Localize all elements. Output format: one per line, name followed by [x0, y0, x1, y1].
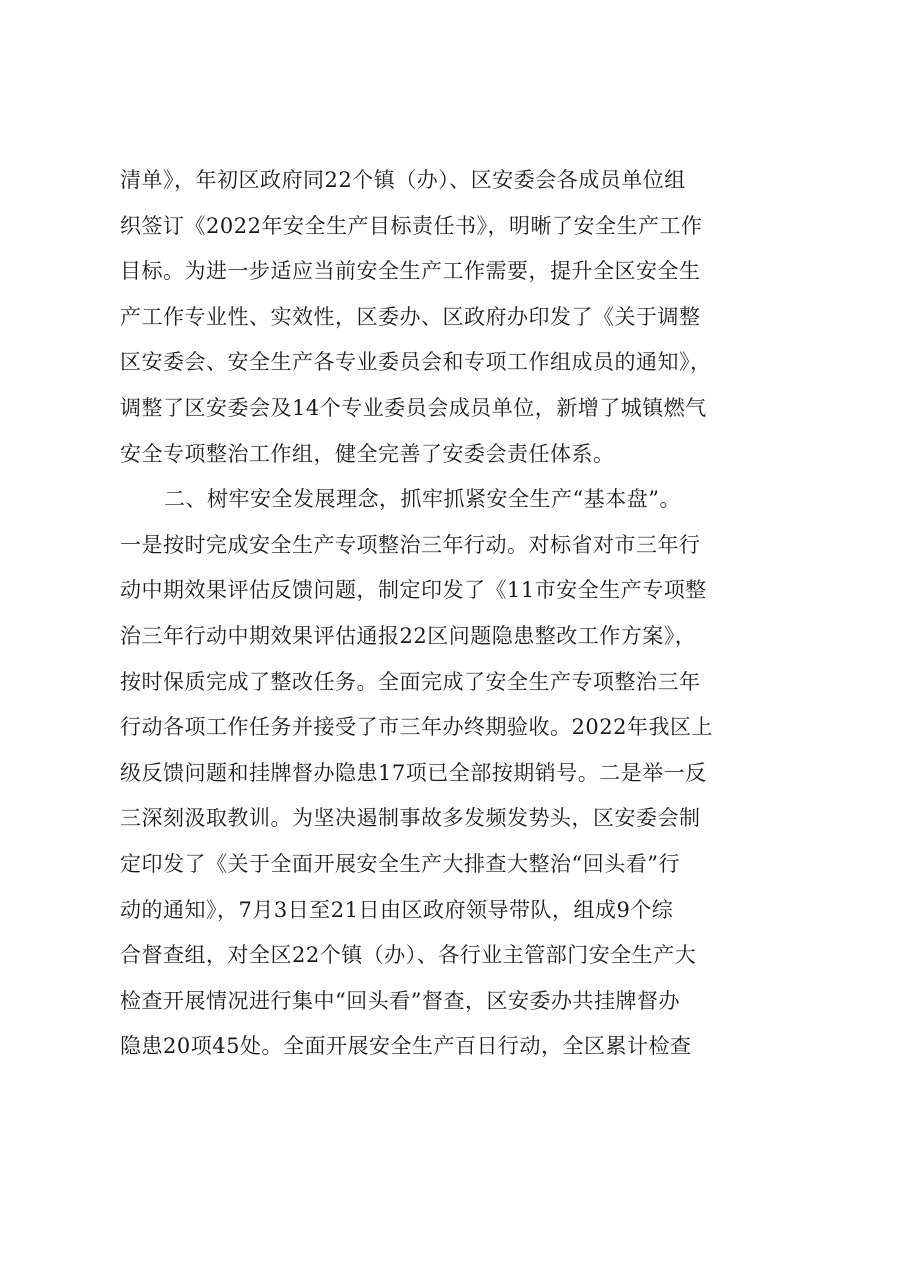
text-line: 隐患20项45处。全面开展安全生产百日行动，全区累计检查 [120, 1034, 692, 1059]
section-heading: 二、树牢安全发展理念，抓牢抓紧安全生产“基本盘”。 [164, 487, 681, 512]
text-line: 一是按时完成安全生产专项整治三年行动。对标省对市三年行 [120, 532, 701, 557]
text-line: 定印发了《关于全面开展安全生产大排查大整治“回头看”行 [120, 851, 680, 876]
text-line: 级反馈问题和挂牌督办隐患17项已全部按期销号。二是举一反 [120, 760, 707, 785]
text-line: 治三年行动中期效果评估通报22区问题隐患整改工作方案》， [120, 623, 697, 648]
text-line: 安全专项整治工作组，健全完善了安委会责任体系。 [120, 441, 615, 466]
text-line: 清单》，年初区政府同22个镇（办）、区安委会各成员单位组 [120, 168, 686, 192]
text-line: 目标。为进一步适应当前安全生产工作需要，提升全区安全生 [120, 259, 701, 284]
text-line: 织签订《2022年安全生产目标责任书》，明晰了安全生产工作 [120, 213, 703, 238]
text-line: 动中期效果评估反馈问题，制定印发了《11市安全生产专项整 [120, 578, 707, 603]
body-text [120, 158, 810, 1070]
text-line: 调整了区安委会及14个专业委员会成员单位，新增了城镇燃气 [120, 395, 707, 420]
text-line: 合督查组，对全区22个镇（办）、各行业主管部门安全生产大 [120, 943, 697, 968]
text-line: 区安委会、安全生产各专业委员会和专项工作组成员的通知》， [120, 350, 712, 375]
text-line: 产工作专业性、实效性，区委办、区政府办印发了《关于调整 [120, 304, 701, 329]
text-line: 按时保质完成了整改任务。全面完成了安全生产专项整治三年 [120, 669, 701, 694]
text-line: 动的通知》，7月3日至21日由区政府领导带队，组成9个综 [120, 897, 674, 922]
text-line: 三深刻汲取教训。为坚决遏制事故多发频发势头，区安委会制 [120, 806, 701, 831]
text-line: 检查开展情况进行集中“回头看”督查，区安委办共挂牌督办 [120, 988, 680, 1013]
text-line: 行动各项工作任务并接受了市三年办终期验收。2022年我区上 [120, 715, 713, 740]
